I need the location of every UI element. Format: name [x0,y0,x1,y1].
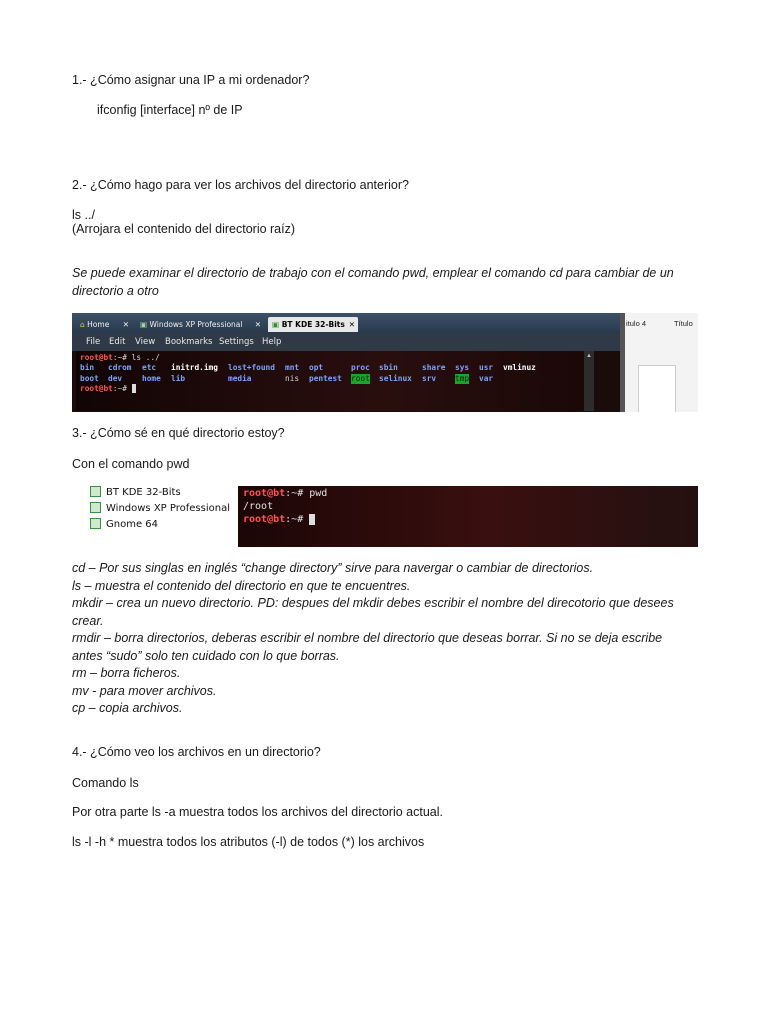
paragraph-line: directorio a otro [72,283,159,298]
question-3: 3.- ¿Cómo sé en qué directorio estoy? [72,426,285,440]
close-icon: ✕ [348,320,355,329]
vm-icon [90,486,101,497]
command-line: rmdir – borra directorios, deberas escribir el nombre del directorio que deseas borrar. Si no se deja escribe [72,631,663,645]
vm-icon: ▣ [140,320,148,329]
home-icon: ⌂ [80,320,85,329]
list-item [90,485,181,501]
tab-windows-xp [136,317,264,332]
answer-2: ls ../ [72,208,95,222]
vm-label: Gnome 64 [106,519,159,530]
dir-entry: srv [422,374,437,383]
command: :~# [112,384,132,393]
dir-entry: sbin [379,363,398,372]
prompt: root@bt [243,514,286,525]
tab-label: Windows XP Professional [149,320,243,329]
command: :~# pwd [285,488,328,499]
vm-label: BT KDE 32-Bits [106,487,181,498]
dir-entry: selinux [379,374,412,383]
command-list [72,560,692,718]
style-label: Título [674,319,693,328]
terminal-line [80,353,160,363]
dir-entry: sys [455,363,470,372]
tab-label: Home [87,320,110,329]
dir-entry: mnt [285,363,300,372]
command-line: crear. [72,613,104,628]
dir-entry: etc [142,363,157,372]
command-line: antes “sudo” solo ten cuidado con lo que borras. [72,648,340,663]
prompt: root@bt [80,353,113,362]
close-icon: ✕ [254,320,261,329]
dir-entry: tmp [455,374,470,383]
dir-entry: proc [351,363,370,372]
command: :~# [285,514,310,525]
dir-entry: lib [171,374,186,383]
dir-entry: nis [285,374,300,383]
menu-bookmarks: Bookmarks [165,337,213,347]
question-1: 1.- ¿Cómo asignar una IP a mi ordenador? [72,73,310,87]
terminal-line [243,513,315,526]
dir-entry: var [479,374,494,383]
command-line: mv - para mover archivos. [72,683,217,698]
dir-entry: initrd.img [171,363,218,372]
answer-1: ifconfig [interface] nº de IP [97,103,243,117]
prompt: root@bt [80,384,113,393]
dir-entry: home [142,374,161,383]
paragraph-line: Se puede examinar el directorio de trabajo con el comando pwd, emplear el comando cd para cambiar de un [72,266,674,280]
menu-file: File [86,337,101,347]
list-item [90,501,230,517]
page-preview [638,365,676,412]
dir-entry: pentest [309,374,342,383]
answer-4-line-2: Por otra parte ls -a muestra todos los archivos del directorio actual. [72,805,444,819]
scrollbar [584,351,594,411]
vm-icon: ▣ [272,320,280,329]
dir-entry: usr [479,363,494,372]
terminal-screenshot-pwd [88,482,698,547]
menu-edit: Edit [109,337,126,347]
dir-entry: cdrom [108,363,132,372]
menu-view: View [135,337,156,347]
vm-icon [90,518,101,529]
command-line: cd – Por sus singlas en inglés “change directory” sirve para navergar o cambiar de directorios. [72,561,594,575]
terminal-line [243,487,327,500]
dir-entry: bin [80,363,95,372]
question-4: 4.- ¿Cómo veo los archivos en un directorio? [72,745,321,759]
dir-entry: media [228,374,252,383]
prompt: root@bt [243,488,286,499]
answer-4: Comando ls [72,776,139,790]
tab-label: BT KDE 32-Bits [281,320,345,329]
vm-label: Windows XP Professional [106,503,230,514]
dir-entry: dev [108,374,123,383]
answer-4-line-3: ls -l -h * muestra todos los atributos (-l) de todos (*) los archivos [72,835,425,849]
command: :~# ls ../ [112,353,160,362]
divider [620,313,625,412]
dir-entry: lost+found [228,363,275,372]
style-label: itulo 4 [626,319,647,328]
command-line: ls – muestra el contenido del directorio en que te encuentres. [72,578,411,593]
command-line: cp – copia archivos. [72,701,183,715]
terminal-line [80,384,136,394]
tab-bar [72,313,620,333]
menu-settings: Settings [219,337,254,347]
pwd-cd-paragraph [72,265,692,300]
command-line: mkdir – crea un nuevo directorio. PD: despues del mkdir debes escribir el nombre del direcotorio que desees [72,596,674,610]
vm-icon [90,502,101,513]
cursor [309,514,315,525]
close-icon: ✕ [122,320,129,329]
dir-entry: opt [309,363,324,372]
cursor [132,384,137,393]
menu-bar [72,333,620,351]
command-line: rm – borra ficheros. [72,666,181,680]
dir-entry: share [422,363,446,372]
terminal-output [76,351,588,411]
terminal-screenshot-ls [72,313,698,412]
dir-entry: boot [80,374,99,383]
list-item [90,517,158,533]
vm-list [88,482,236,547]
arrow-up-icon: ▲ [586,353,592,359]
menu-help: Help [262,337,282,347]
question-2: 2.- ¿Cómo hago para ver los archivos del directorio anterior? [72,178,409,192]
terminal-line: /root [243,501,274,512]
dir-entry: root [351,374,370,383]
tab-bt-kde [268,317,358,332]
terminal-output [238,486,698,547]
dir-entry: vmlinuz [503,363,536,372]
answer-2-note: (Arrojara el contenido del directorio raíz) [72,222,296,236]
document-side-panel [620,313,698,412]
tab-home [76,317,132,332]
answer-3: Con el comando pwd [72,457,190,471]
